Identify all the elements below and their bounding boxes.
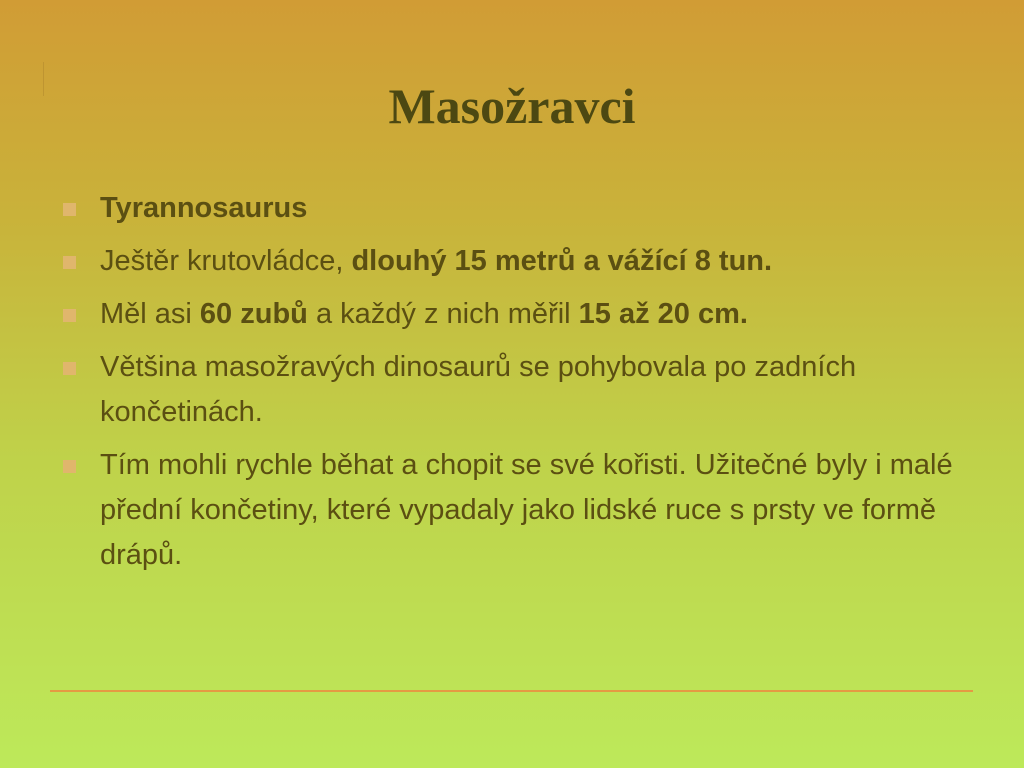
bullet-item-2: [62, 239, 982, 284]
bullet-3-text-part-3: a každý z nich měřil: [307, 298, 579, 330]
bullet-2-text-part-2: dlouhý 15 metrů a vážící 8 tun.: [351, 245, 773, 277]
bullet-5-text: Tím mohli rychle běhat a chopit se své kořisti. Užitečné byly i malé přední končetiny, které vypadaly jako lidské ruce s prsty ve formě drápů.: [100, 449, 953, 571]
footer-divider: [50, 690, 973, 692]
square-bullet-icon: [63, 309, 76, 322]
slide-title: Masožravci: [388, 77, 636, 134]
bullet-3-text-part-4: 15 až 20 cm.: [578, 298, 748, 330]
bullet-item-1: [62, 186, 982, 231]
square-bullet-icon: [63, 362, 76, 375]
bullet-item-5: [62, 443, 982, 578]
square-bullet-icon: [63, 460, 76, 473]
slide-content: [62, 186, 982, 586]
bullet-1-text: Tyrannosaurus: [100, 192, 308, 224]
bullet-2-text-part-1: Ještěr krutovládce,: [100, 245, 352, 277]
bullet-item-3: [62, 292, 982, 337]
bullet-4-text: Většina masožravých dinosaurů se pohybovala po zadních končetinách.: [100, 351, 857, 428]
square-bullet-icon: [63, 256, 76, 269]
bullet-list: [62, 186, 982, 578]
square-bullet-icon: [63, 203, 76, 216]
bullet-item-4: [62, 345, 982, 435]
bullet-3-text-part-2: 60 zubů: [199, 298, 308, 330]
bullet-3-text-part-1: Měl asi: [100, 298, 200, 330]
